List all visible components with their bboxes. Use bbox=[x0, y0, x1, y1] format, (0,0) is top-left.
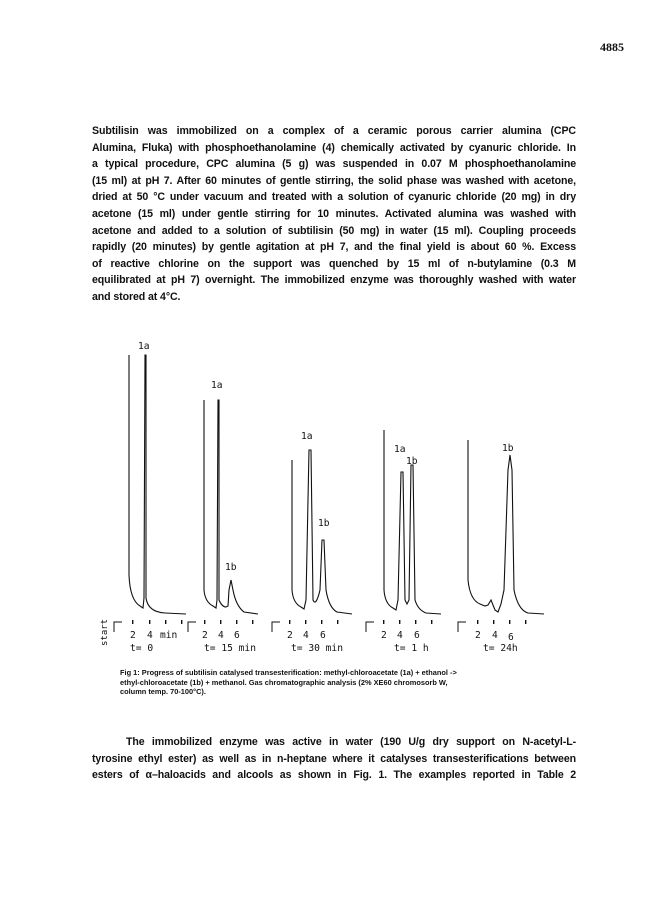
text-line: of reactive chlorine on the support was quenched by 15 ml of n-butylamine (0.3 M bbox=[92, 257, 576, 270]
caption-line: ethyl-chloroacetate (1b) + methanol. Gas chromatographic analysis (2% XE60 chromosorb W, bbox=[120, 677, 448, 687]
tick-label: 2 bbox=[130, 630, 136, 641]
text-line: acetone (15 ml) under gentle stirring for 10 minutes. Activated alumina was washed with bbox=[92, 207, 576, 220]
tick-label: 2 bbox=[381, 630, 387, 641]
text-line: Alumina, Fluka) with phosphoethanolamine (4) chemically activated by cyanuric chloride. In bbox=[92, 141, 576, 154]
peak-label: 1a bbox=[138, 341, 150, 352]
trace-t0 bbox=[129, 355, 186, 614]
text-line: The immobilized enzyme was active in water (190 U/g dry support on N-acetyl-L- bbox=[126, 736, 576, 748]
text-line: Subtilisin was immobilized on a complex of a ceramic porous carrier alumina (CPC bbox=[92, 125, 576, 137]
results-paragraph bbox=[92, 734, 576, 784]
tick-label: 4 bbox=[147, 630, 153, 641]
tick-unit: min bbox=[160, 630, 178, 641]
tick-label: 6 bbox=[414, 630, 420, 641]
trace-24h bbox=[468, 440, 544, 614]
tick-label: 4 bbox=[492, 630, 498, 641]
tick-label: 2 bbox=[202, 630, 208, 641]
peak-label: 1a bbox=[211, 380, 223, 391]
tick-label: 6 bbox=[320, 630, 326, 641]
time-label: t= 1 h bbox=[394, 643, 429, 654]
start-marker bbox=[114, 622, 122, 632]
text-line: and stored at 4°C. bbox=[92, 290, 181, 303]
time-label: t= 15 min bbox=[204, 643, 256, 654]
peak-label: 1b bbox=[318, 518, 330, 529]
start-label: start bbox=[100, 618, 110, 646]
tick-label: 4 bbox=[397, 630, 403, 641]
start-marker bbox=[188, 622, 196, 632]
time-label: t= 0 bbox=[130, 643, 154, 654]
text-line: acetone and added to a solution of subtilisin (50 mg) in water (15 ml). Coupling proceeds bbox=[92, 224, 576, 237]
figure-caption bbox=[120, 668, 550, 697]
time-label: t= 24h bbox=[483, 643, 518, 654]
tick-label: 2 bbox=[287, 630, 293, 641]
tick-label: 6 bbox=[508, 632, 514, 643]
tick-label: 6 bbox=[234, 630, 240, 641]
text-line: (15 ml) at pH 7. After 60 minutes of gentle stirring, the solid phase was washed with acetone, bbox=[92, 174, 576, 187]
text-line: rapidly (20 minutes) by gentle agitation at pH 7, and the final yield is about 60 %. Excess bbox=[92, 241, 576, 254]
text-line: esters of α–haloacids and alcools as shown in Fig. 1. The examples reported in Table 2 bbox=[92, 769, 576, 782]
caption-line: Fig 1: Progress of subtilisin catalysed transesterification: methyl-chloroacetate (1a) + ethanol -> bbox=[120, 668, 457, 677]
tick-label: 4 bbox=[303, 630, 309, 641]
peak-label: 1a bbox=[301, 431, 313, 442]
tick-label: 2 bbox=[475, 630, 481, 641]
caption-line: column temp. 70-100°C). bbox=[120, 687, 206, 697]
trace-t15 bbox=[204, 400, 258, 614]
text-line: equilibrated at pH 7) overnight. The immobilized enzyme was thoroughly washed with water bbox=[92, 274, 576, 287]
trace-t30 bbox=[292, 450, 352, 614]
text-line: a typical procedure, CPC alumina (5 g) was suspended in 0.07 M phosphoethanolamine bbox=[92, 158, 576, 171]
start-marker bbox=[458, 622, 466, 632]
peak-label: 1b bbox=[225, 562, 237, 573]
start-marker bbox=[272, 622, 280, 632]
peak-label: 1b bbox=[502, 443, 514, 454]
text-line: tyrosine ethyl ester) as well as in n-heptane where it catalyses transesterifications between bbox=[92, 752, 576, 765]
tick-label: 4 bbox=[218, 630, 224, 641]
time-label: t= 30 min bbox=[291, 643, 343, 654]
text-line: dried at 50 °C under vacuum and treated with a solution of cyanuric chloride (20 mg) in dry bbox=[92, 191, 576, 204]
page-number: 4885 bbox=[600, 40, 624, 54]
peak-label: 1b bbox=[406, 456, 418, 467]
peak-label: 1a bbox=[394, 444, 406, 455]
start-marker bbox=[366, 622, 374, 632]
